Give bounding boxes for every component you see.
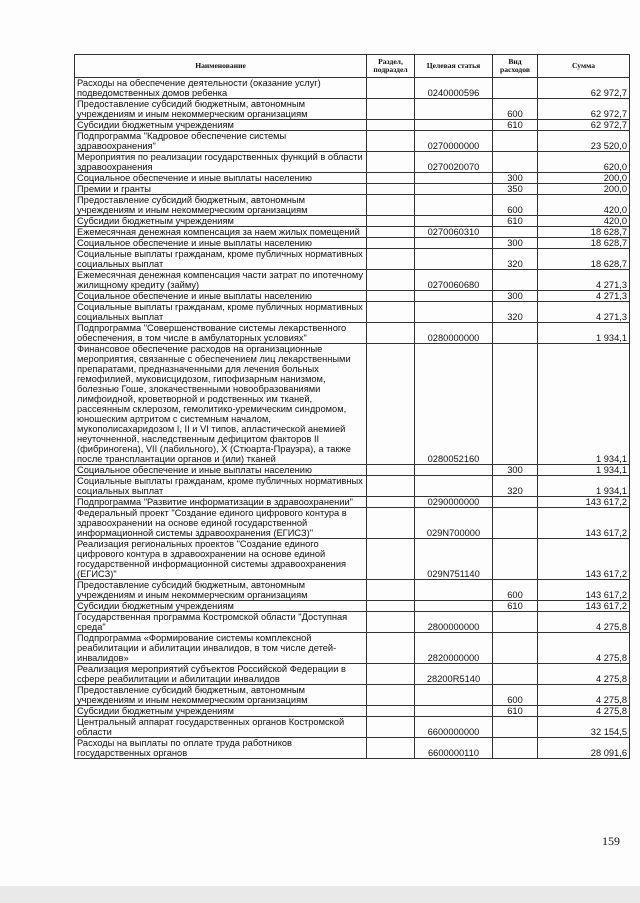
- cell-sum: 62 972,7: [538, 78, 630, 99]
- cell-expense: [493, 78, 538, 99]
- cell-expense: [493, 539, 538, 580]
- cell-target: [415, 184, 493, 195]
- cell-name: Расходы на обеспечение деятельности (оказание услуг) подведомственных домов ребенка: [75, 78, 367, 99]
- cell-expense: 320: [493, 302, 538, 323]
- cell-target: 2800000000: [415, 612, 493, 633]
- cell-sum: 200,0: [538, 184, 630, 195]
- cell-expense: [493, 738, 538, 759]
- cell-target: [415, 195, 493, 216]
- table-row: [75, 238, 630, 249]
- cell-sum: 4 275,8: [538, 706, 630, 717]
- cell-target: [415, 216, 493, 227]
- header-target: Целевая статья: [415, 55, 493, 78]
- table-row: [75, 249, 630, 270]
- cell-expense: [493, 612, 538, 633]
- cell-section: [367, 302, 415, 323]
- header-sum: Сумма: [538, 55, 630, 78]
- cell-sum: 23 520,0: [538, 131, 630, 152]
- cell-name: Подпрограмма «Формирование системы комплексной реабилитации и абилитации инвалидов, в том числе детей-инвалидов»: [75, 633, 367, 664]
- cell-expense: 600: [493, 99, 538, 120]
- cell-target: [415, 465, 493, 476]
- cell-target: 0270060680: [415, 270, 493, 291]
- cell-expense: [493, 323, 538, 344]
- cell-section: [367, 612, 415, 633]
- cell-name: Социальное обеспечение и иные выплаты населению: [75, 291, 367, 302]
- cell-name: Премии и гранты: [75, 184, 367, 195]
- cell-sum: 420,0: [538, 216, 630, 227]
- cell-section: [367, 508, 415, 539]
- cell-target: [415, 291, 493, 302]
- cell-section: [367, 738, 415, 759]
- cell-target: 0240000596: [415, 78, 493, 99]
- cell-target: 0290000000: [415, 497, 493, 508]
- cell-target: 0270020070: [415, 152, 493, 173]
- table-row: [75, 152, 630, 173]
- cell-name: Расходы на выплаты по оплате труда работников государственных органов: [75, 738, 367, 759]
- table-row: [75, 685, 630, 706]
- cell-target: 029N700000: [415, 508, 493, 539]
- cell-sum: 1 934,1: [538, 344, 630, 465]
- cell-expense: 600: [493, 195, 538, 216]
- cell-expense: [493, 344, 538, 465]
- table-row: [75, 497, 630, 508]
- cell-sum: 620,0: [538, 152, 630, 173]
- cell-expense: [493, 227, 538, 238]
- table-body: [75, 78, 630, 759]
- cell-sum: 143 617,2: [538, 580, 630, 601]
- cell-sum: 4 271,3: [538, 270, 630, 291]
- cell-name: Ежемесячная денежная компенсация части затрат по ипотечному жилищному кредиту (займу): [75, 270, 367, 291]
- cell-section: [367, 152, 415, 173]
- table-row: [75, 216, 630, 227]
- cell-sum: 1 934,1: [538, 465, 630, 476]
- table-row: [75, 706, 630, 717]
- table-row: [75, 302, 630, 323]
- table-row: [75, 717, 630, 738]
- cell-section: [367, 238, 415, 249]
- table-row: [75, 173, 630, 184]
- cell-target: [415, 685, 493, 706]
- cell-name: Субсидии бюджетным учреждениям: [75, 216, 367, 227]
- cell-sum: 28 091,6: [538, 738, 630, 759]
- cell-sum: 143 617,2: [538, 601, 630, 612]
- cell-expense: [493, 270, 538, 291]
- cell-target: 029N751140: [415, 539, 493, 580]
- cell-name: Социальное обеспечение и иные выплаты населению: [75, 238, 367, 249]
- table-row: [75, 539, 630, 580]
- cell-section: [367, 216, 415, 227]
- cell-sum: 4 271,3: [538, 302, 630, 323]
- cell-expense: 610: [493, 706, 538, 717]
- table-row: [75, 601, 630, 612]
- cell-name: Социальные выплаты гражданам, кроме публичных нормативных социальных выплат: [75, 302, 367, 323]
- cell-section: [367, 539, 415, 580]
- cell-name: Социальные выплаты гражданам, кроме публичных нормативных социальных выплат: [75, 249, 367, 270]
- cell-target: 28200R5140: [415, 664, 493, 685]
- cell-name: Предоставление субсидий бюджетным, автономным учреждениям и иным некоммерческим организациям: [75, 580, 367, 601]
- cell-name: Центральный аппарат государственных органов Костромской области: [75, 717, 367, 738]
- table-row: [75, 131, 630, 152]
- cell-section: [367, 120, 415, 131]
- header-name: Наименование: [75, 55, 367, 78]
- cell-target: [415, 173, 493, 184]
- cell-expense: [493, 664, 538, 685]
- cell-section: [367, 270, 415, 291]
- table-row: [75, 323, 630, 344]
- cell-section: [367, 717, 415, 738]
- cell-name: Предоставление субсидий бюджетным, автономным учреждениям и иным некоммерческим организациям: [75, 195, 367, 216]
- cell-target: [415, 249, 493, 270]
- cell-target: 0280000000: [415, 323, 493, 344]
- cell-section: [367, 497, 415, 508]
- cell-sum: 1 934,1: [538, 323, 630, 344]
- cell-name: Финансовое обеспечение расходов на организационные мероприятия, связанные с обеспечением лиц лекарственными препаратами, предназначенными для лечения больных гемофилией, муковисцидозом, гипофизарным нанизмом, болезнью Гоше, злокачественными новообразованиями лимфоидной, кроветворной и родственных им тканей, рассеянным склерозом, гемолитико-уремическим синдромом, юношеским артритом с системным началом, мукополисахаридозом I, II и VI типов, апластической анемией неуточненной, наследственным дефицитом факторов II (фибриногена), VII (лабильного), X (Стюарта-Прауэра), а также после трансплантации органов и (или) тканей: [75, 344, 367, 465]
- cell-target: [415, 476, 493, 497]
- cell-expense: 610: [493, 120, 538, 131]
- cell-expense: 300: [493, 291, 538, 302]
- cell-name: Социальные выплаты гражданам, кроме публичных нормативных социальных выплат: [75, 476, 367, 497]
- cell-expense: [493, 131, 538, 152]
- cell-name: Социальное обеспечение и иные выплаты населению: [75, 173, 367, 184]
- cell-target: [415, 99, 493, 120]
- cell-name: Мероприятия по реализации государственных функций в области здравоохранения: [75, 152, 367, 173]
- cell-section: [367, 465, 415, 476]
- table-row: [75, 664, 630, 685]
- cell-target: [415, 601, 493, 612]
- cell-sum: 143 617,2: [538, 497, 630, 508]
- cell-sum: 32 154,5: [538, 717, 630, 738]
- table-row: [75, 612, 630, 633]
- cell-section: [367, 249, 415, 270]
- cell-target: [415, 238, 493, 249]
- cell-target: [415, 120, 493, 131]
- cell-expense: 350: [493, 184, 538, 195]
- cell-name: Подпрограмма "Кадровое обеспечение системы здравоохранения": [75, 131, 367, 152]
- cell-name: Социальное обеспечение и иные выплаты населению: [75, 465, 367, 476]
- cell-expense: [493, 497, 538, 508]
- cell-sum: 18 628,7: [538, 249, 630, 270]
- cell-sum: 4 275,8: [538, 685, 630, 706]
- cell-target: 0270060310: [415, 227, 493, 238]
- header-expense: Вид расходов: [493, 55, 538, 78]
- cell-target: 6600000110: [415, 738, 493, 759]
- cell-section: [367, 99, 415, 120]
- cell-expense: [493, 633, 538, 664]
- cell-section: [367, 195, 415, 216]
- cell-expense: 320: [493, 476, 538, 497]
- cell-expense: [493, 717, 538, 738]
- cell-sum: 4 275,8: [538, 633, 630, 664]
- cell-target: 2820000000: [415, 633, 493, 664]
- cell-sum: 18 628,7: [538, 238, 630, 249]
- cell-name: Ежемесячная денежная компенсация за наем жилых помещений: [75, 227, 367, 238]
- cell-expense: 300: [493, 465, 538, 476]
- header-section: Раздел, подраздел: [367, 55, 415, 78]
- table-row: [75, 291, 630, 302]
- cell-expense: 300: [493, 238, 538, 249]
- cell-section: [367, 685, 415, 706]
- table-row: [75, 476, 630, 497]
- cell-name: Подпрограмма "Развитие информатизации в здравоохранении": [75, 497, 367, 508]
- cell-section: [367, 476, 415, 497]
- cell-sum: 420,0: [538, 195, 630, 216]
- page-number: 159: [602, 834, 620, 848]
- cell-target: 6600000000: [415, 717, 493, 738]
- cell-name: Реализация мероприятий субъектов Российской Федерации в сфере реабилитации и абилитации инвалидов: [75, 664, 367, 685]
- cell-expense: 600: [493, 580, 538, 601]
- cell-name: Предоставление субсидий бюджетным, автономным учреждениям и иным некоммерческим организациям: [75, 685, 367, 706]
- cell-expense: 600: [493, 685, 538, 706]
- cell-name: Субсидии бюджетным учреждениям: [75, 706, 367, 717]
- table-row: [75, 465, 630, 476]
- cell-section: [367, 580, 415, 601]
- cell-section: [367, 131, 415, 152]
- cell-sum: 62 972,7: [538, 99, 630, 120]
- table-row: [75, 270, 630, 291]
- cell-expense: 320: [493, 249, 538, 270]
- cell-expense: [493, 508, 538, 539]
- cell-target: [415, 302, 493, 323]
- cell-expense: 300: [493, 173, 538, 184]
- cell-name: Реализация региональных проектов "Создание единого цифрового контура в здравоохранении на основе единой государственной информационной системы здравоохранения (ЕГИСЗ)": [75, 539, 367, 580]
- cell-sum: 143 617,2: [538, 508, 630, 539]
- cell-sum: 4 275,8: [538, 612, 630, 633]
- cell-section: [367, 344, 415, 465]
- cell-section: [367, 633, 415, 664]
- table-row: [75, 344, 630, 465]
- cell-name: Государственная программа Костромской области "Доступная среда": [75, 612, 367, 633]
- cell-section: [367, 78, 415, 99]
- cell-section: [367, 706, 415, 717]
- cell-name: Субсидии бюджетным учреждениям: [75, 601, 367, 612]
- cell-sum: 18 628,7: [538, 227, 630, 238]
- cell-section: [367, 227, 415, 238]
- cell-target: [415, 580, 493, 601]
- cell-sum: 200,0: [538, 173, 630, 184]
- table-header-row: [75, 55, 630, 78]
- cell-name: Подпрограмма "Совершенствование системы лекарственного обеспечения, в том числе в амбулаторных условиях": [75, 323, 367, 344]
- table-row: [75, 99, 630, 120]
- cell-name: Субсидии бюджетным учреждениям: [75, 120, 367, 131]
- table-row: [75, 227, 630, 238]
- cell-name: Предоставление субсидий бюджетным, автономным учреждениям и иным некоммерческим организациям: [75, 99, 367, 120]
- cell-section: [367, 323, 415, 344]
- table-row: [75, 195, 630, 216]
- cell-expense: [493, 152, 538, 173]
- cell-section: [367, 664, 415, 685]
- cell-target: 0270000000: [415, 131, 493, 152]
- cell-sum: 143 617,2: [538, 539, 630, 580]
- cell-section: [367, 601, 415, 612]
- cell-sum: 1 934,1: [538, 476, 630, 497]
- table-row: [75, 78, 630, 99]
- table-row: [75, 633, 630, 664]
- table-row: [75, 738, 630, 759]
- cell-expense: 610: [493, 216, 538, 227]
- cell-expense: 610: [493, 601, 538, 612]
- cell-target: 0280052160: [415, 344, 493, 465]
- cell-name: Федеральный проект "Создание единого цифрового контура в здравоохранении на основе единой государственной информационной системы здравоохранения (ЕГИСЗ)": [75, 508, 367, 539]
- cell-section: [367, 173, 415, 184]
- table-row: [75, 580, 630, 601]
- cell-sum: 4 275,8: [538, 664, 630, 685]
- table-row: [75, 508, 630, 539]
- cell-target: [415, 706, 493, 717]
- table-row: [75, 184, 630, 195]
- cell-sum: 4 271,3: [538, 291, 630, 302]
- scan-footer-strip: [0, 886, 640, 903]
- cell-section: [367, 291, 415, 302]
- table-row: [75, 120, 630, 131]
- cell-sum: 62 972,7: [538, 120, 630, 131]
- cell-section: [367, 184, 415, 195]
- budget-table: [74, 54, 630, 759]
